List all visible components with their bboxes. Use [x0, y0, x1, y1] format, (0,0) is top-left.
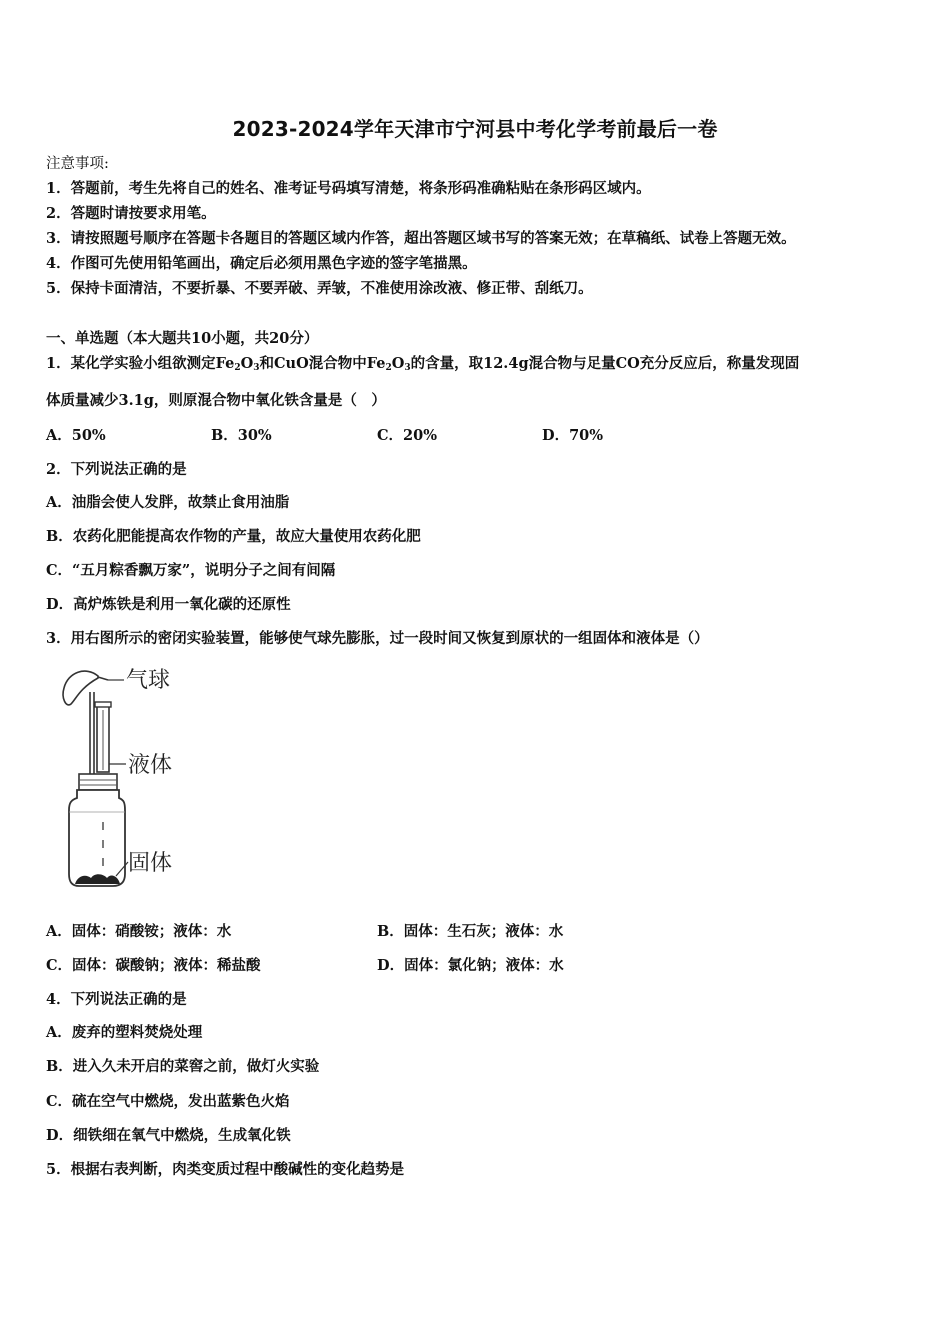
q1-option-d: D．70% — [542, 427, 604, 444]
question-1-stem: 1．某化学实验小组欲测定$Fe_2O_3$和CuO混合物中$Fe_2O_3$的含量，取12.4g混合物与足量CO充分反应后，称量发现固 — [46, 355, 800, 373]
notice-item: 1．答题前，考生先将自己的姓名、准考证号码填写清楚，将条形码准确粘贴在条形码区域内。 — [46, 180, 651, 197]
q4-option-b: B．进入久未开启的菜窖之前，做灯火实验 — [46, 1058, 320, 1075]
question-2-stem: 2．下列说法正确的是 — [46, 461, 187, 478]
balloon-label: 气球 — [126, 668, 171, 693]
notice-heading: 注意事项: — [46, 156, 109, 172]
q2-option-d: D．高炉炼铁是利用一氧化碳的还原性 — [46, 596, 291, 613]
q2-option-a: A．油脂会使人发胖，故禁止食用油脂 — [46, 494, 290, 511]
balloon-shape — [63, 671, 98, 705]
apparatus-figure — [58, 662, 198, 894]
notice-item: 5．保持卡面清洁，不要折暴、不要弄破、弄皱，不准使用涂改液、修正带、刮纸刀。 — [46, 280, 593, 297]
notice-item: 2．答题时请按要求用笔。 — [46, 205, 216, 222]
liquid-label: 液体 — [128, 753, 173, 778]
q1-option-b: B．30% — [211, 427, 272, 444]
q3-option-a: A．固体：硝酸铵；液体：水 — [46, 923, 232, 940]
q4-option-c: C．硫在空气中燃烧，发出蓝紫色火焰 — [46, 1093, 290, 1110]
notice-item: 4．作图可先使用铅笔画出，确定后必须用黑色字迹的签字笔描黑。 — [46, 255, 477, 272]
page-title: 2023-2024学年天津市宁河县中考化学考前最后一卷 — [232, 117, 718, 141]
q3-option-d: D．固体：氯化钠；液体：水 — [377, 957, 564, 974]
q3-option-c: C．固体：碳酸钠；液体：稀盐酸 — [46, 957, 261, 974]
q3-option-b: B．固体：生石灰；液体：水 — [377, 923, 564, 940]
question-3-stem: 3．用右图所示的密闭实验装置，能够使气球先膨胀，过一段时间又恢复到原状的一组固体和液体是（） — [46, 630, 709, 647]
q2-option-b: B．农药化肥能提高农作物的产量，故应大量使用农药化肥 — [46, 528, 421, 545]
bottle — [69, 790, 125, 886]
q4-option-d: D．细铁细在氧气中燃烧，生成氧化铁 — [46, 1127, 291, 1144]
q4-option-a: A．废弃的塑料焚烧处理 — [46, 1024, 203, 1041]
formula-fe2o3: $Fe_2O_3$ — [366, 355, 411, 373]
question-1-stem-line2: 体质量减少3.1g，则原混合物中氧化铁含量是（ ） — [46, 392, 386, 409]
q2-option-c: C．“五月粽香飘万家”，说明分子之间有间隔 — [46, 562, 336, 579]
q1-option-a: A．50% — [46, 427, 106, 444]
solid-label: 固体 — [128, 851, 173, 876]
section-heading: 一、单选题（本大题共10小题，共20分） — [46, 330, 319, 347]
stopper — [79, 774, 117, 790]
question-5-stem: 5．根据右表判断，肉类变质过程中酸碱性的变化趋势是 — [46, 1161, 405, 1178]
notice-item: 3．请按照题号顺序在答题卡各题目的答题区域内作答，超出答题区域书写的答案无效；在草稿纸、试卷上答题无效。 — [46, 230, 796, 247]
formula-fe2o3: $Fe_2O_3$ — [215, 355, 260, 373]
q1-option-c: C．20% — [377, 427, 437, 444]
question-4-stem: 4．下列说法正确的是 — [46, 991, 187, 1008]
